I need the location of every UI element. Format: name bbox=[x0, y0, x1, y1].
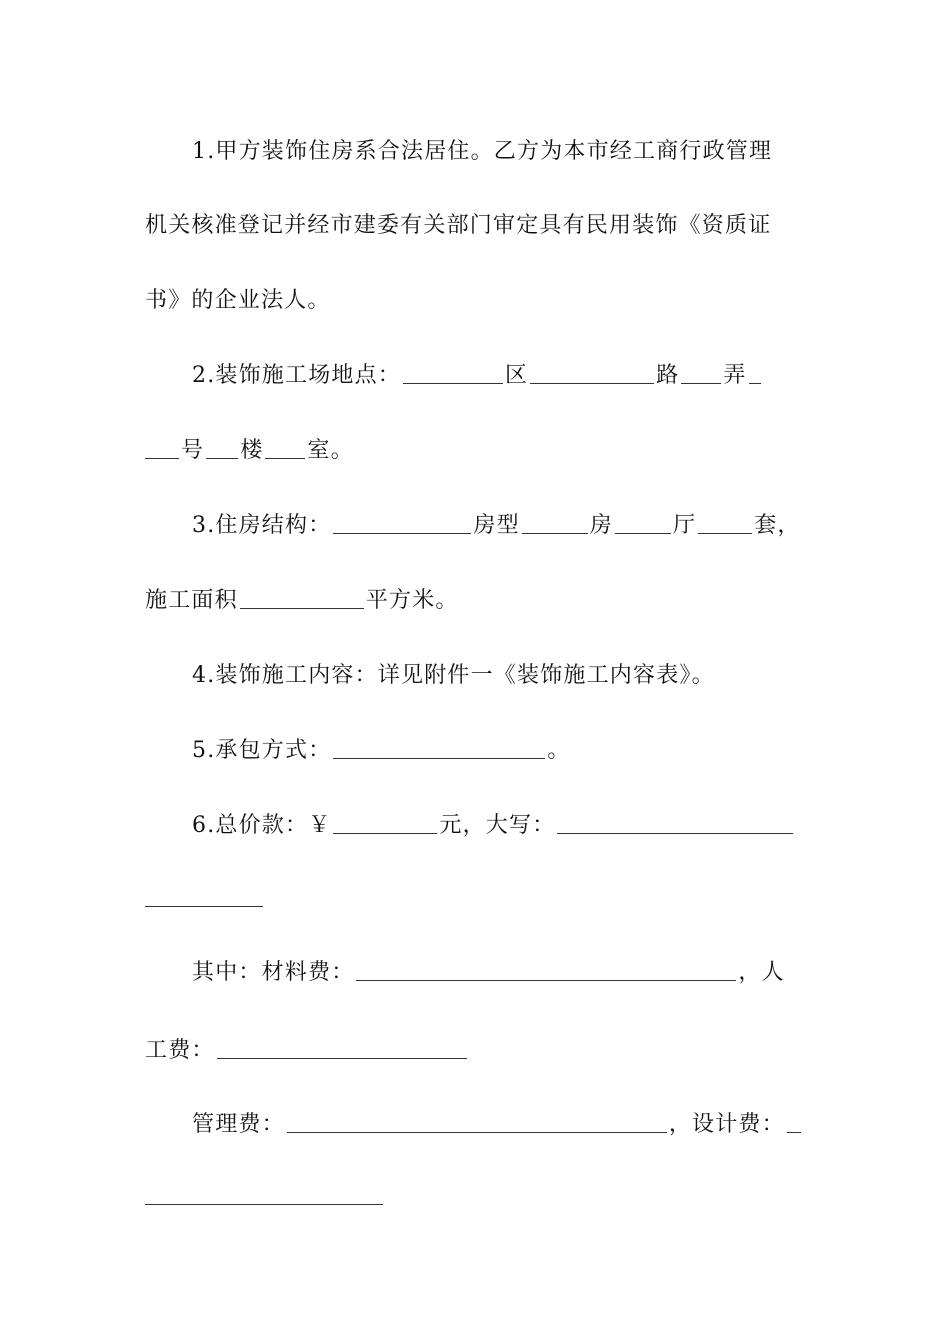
price-words-blank-cont[interactable] bbox=[145, 906, 263, 907]
price-words-blank[interactable] bbox=[557, 811, 793, 834]
type-label: 房型 bbox=[473, 513, 520, 538]
room-blank[interactable] bbox=[265, 436, 305, 459]
structure-blank[interactable] bbox=[333, 511, 471, 534]
material-fee-blank[interactable] bbox=[356, 958, 736, 981]
clause-2-line-2 bbox=[145, 431, 815, 471]
halls-blank[interactable] bbox=[615, 511, 671, 534]
breakdown-line-3 bbox=[192, 1105, 815, 1145]
district-label: 区 bbox=[505, 363, 529, 388]
breakdown-line-2 bbox=[145, 1031, 815, 1071]
sets-label: 套， bbox=[754, 513, 801, 538]
clause-2-prefix: 2.装饰施工场地点： bbox=[192, 363, 401, 388]
halls-label: 厅 bbox=[673, 513, 697, 538]
contract-method-blank[interactable] bbox=[333, 736, 545, 759]
clause-3-line-2 bbox=[145, 581, 815, 621]
clause-2-line-1 bbox=[192, 356, 815, 396]
number-label: 号 bbox=[181, 438, 205, 463]
area-blank[interactable] bbox=[240, 586, 364, 609]
clause-1-line-3: 书》的企业法人。 bbox=[145, 288, 331, 313]
clause-6-prefix: 6.总价款：￥ bbox=[192, 813, 332, 838]
total-price-blank[interactable] bbox=[333, 811, 437, 834]
lane-blank[interactable] bbox=[681, 361, 721, 384]
clause-1-line-1: 1.甲方装饰住房系合法居住。乙方为本市经工商行政管理 bbox=[192, 139, 773, 164]
road-label: 路 bbox=[656, 363, 680, 388]
management-fee-label: 管理费： bbox=[192, 1112, 285, 1137]
sets-blank[interactable] bbox=[698, 511, 752, 534]
rooms-label: 房 bbox=[589, 513, 613, 538]
building-blank[interactable] bbox=[206, 436, 238, 459]
area-label: 施工面积 bbox=[145, 588, 238, 613]
management-fee-blank[interactable] bbox=[287, 1110, 667, 1133]
design-fee-label: ，设计费： bbox=[668, 1112, 785, 1137]
clause-3-line-1 bbox=[192, 506, 815, 546]
labor-fee-label: 工费： bbox=[145, 1038, 215, 1063]
design-fee-blank[interactable] bbox=[145, 1204, 383, 1205]
clause-5-suffix: 。 bbox=[547, 738, 571, 763]
labor-fee-label-start: ，人 bbox=[738, 960, 785, 985]
clause-6-line-1 bbox=[192, 806, 815, 846]
building-label: 楼 bbox=[240, 438, 264, 463]
road-blank[interactable] bbox=[530, 361, 654, 384]
room-label: 室。 bbox=[307, 438, 354, 463]
clause-3-prefix: 3.住房结构： bbox=[192, 513, 332, 538]
number-blank-start[interactable] bbox=[749, 361, 761, 384]
lane-label: 弄 bbox=[723, 363, 747, 388]
yuan-label: 元，大写： bbox=[439, 813, 556, 838]
labor-fee-blank[interactable] bbox=[217, 1036, 467, 1059]
area-unit: 平方米。 bbox=[365, 588, 459, 613]
design-fee-blank-start[interactable] bbox=[787, 1110, 801, 1133]
material-fee-label: 其中：材料费： bbox=[192, 960, 355, 985]
clause-5-prefix: 5.承包方式： bbox=[192, 738, 332, 763]
breakdown-line-1 bbox=[192, 953, 815, 993]
rooms-blank[interactable] bbox=[522, 511, 588, 534]
number-blank[interactable] bbox=[145, 436, 179, 459]
clause-4: 4.装饰施工内容：详见附件一《装饰施工内容表》。 bbox=[192, 663, 715, 688]
clause-1-line-2: 机关核准登记并经市建委有关部门审定具有民用装饰《资质证 bbox=[145, 213, 772, 238]
district-blank[interactable] bbox=[403, 361, 503, 384]
clause-5 bbox=[192, 731, 815, 771]
